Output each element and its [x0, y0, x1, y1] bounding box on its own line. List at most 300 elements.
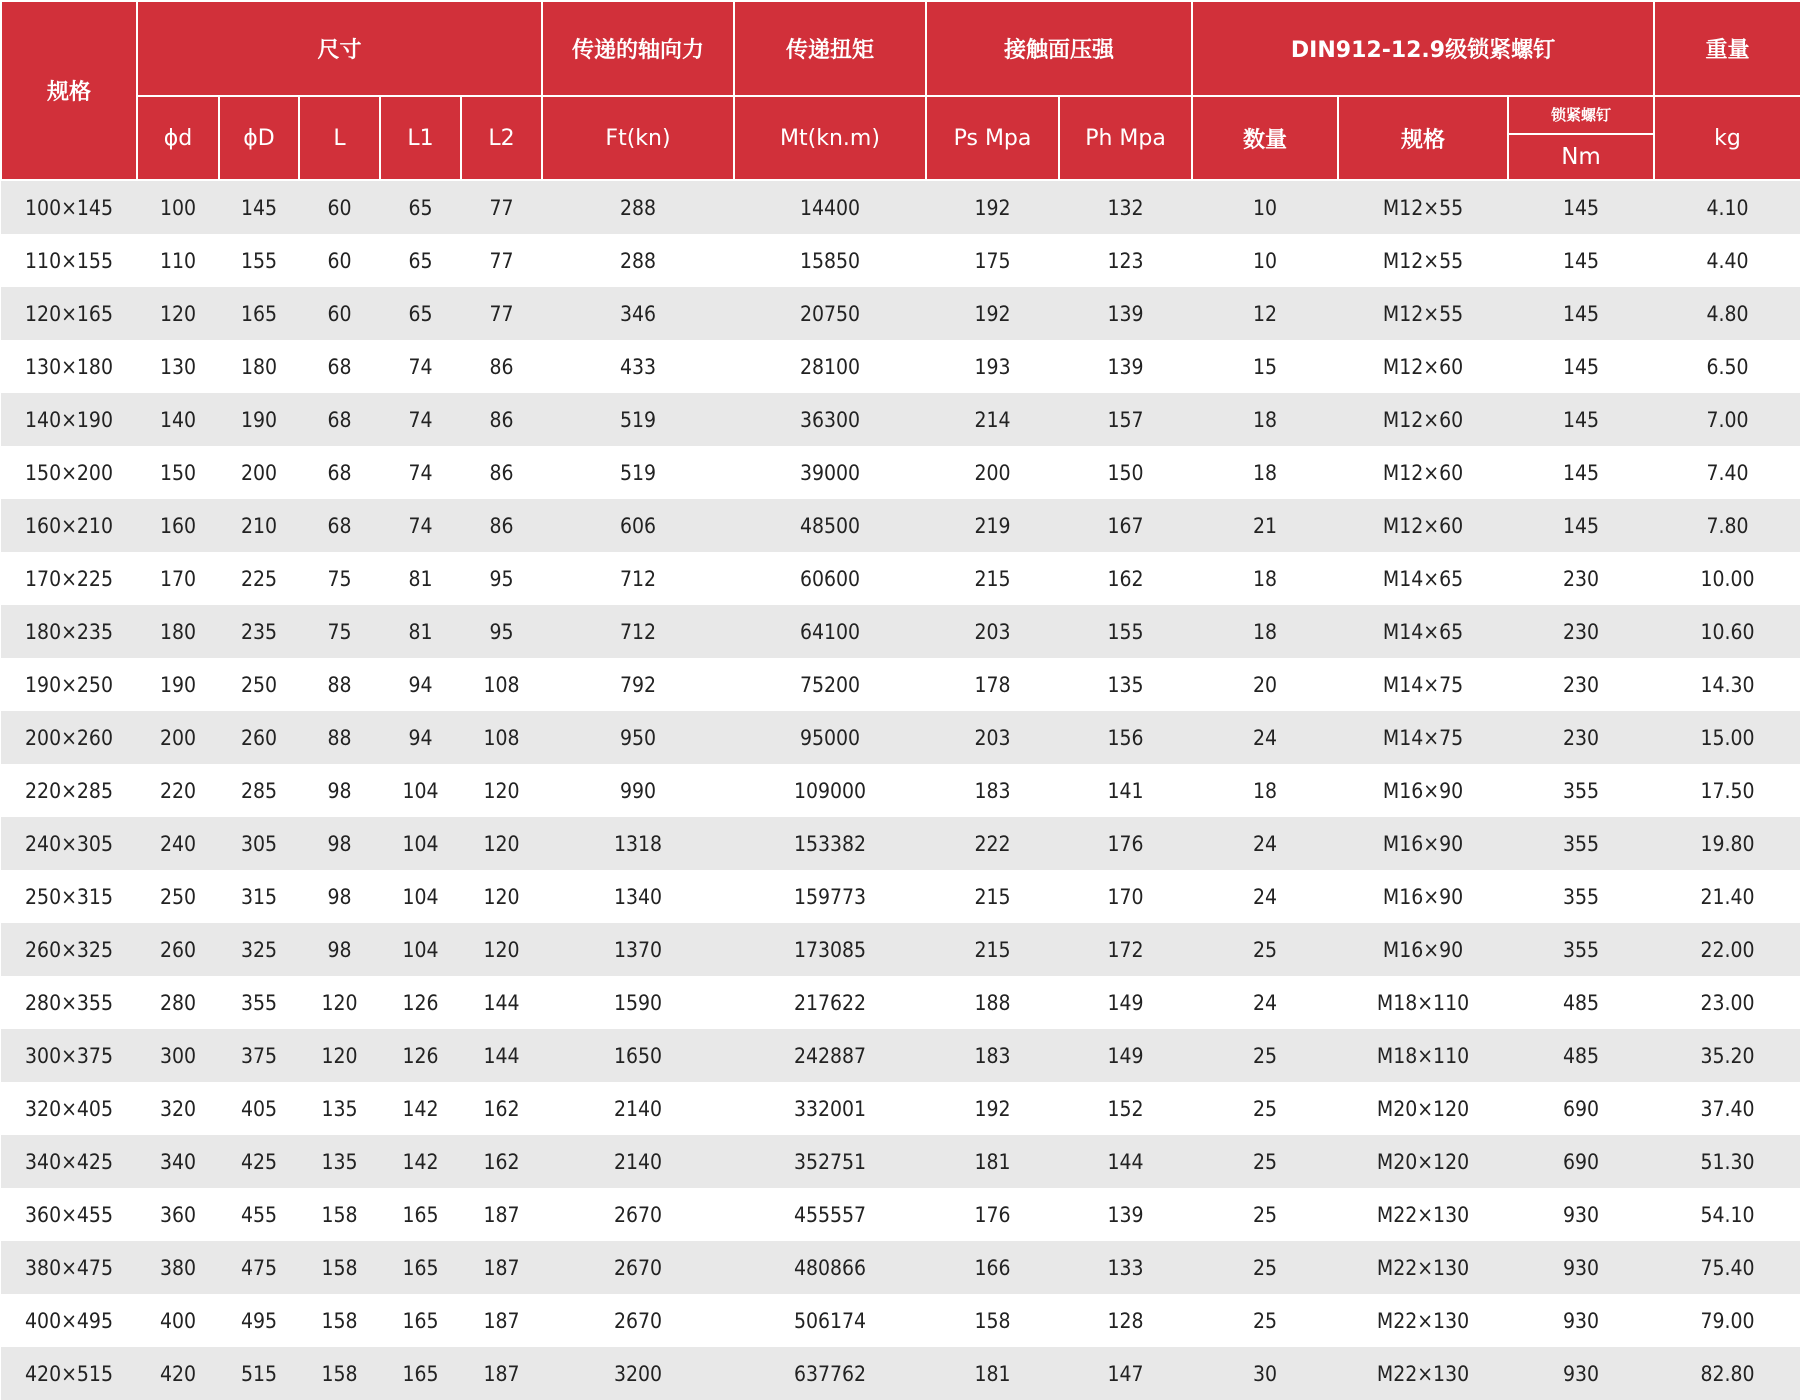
table-cell: 712	[542, 605, 734, 658]
table-cell: 230	[1508, 605, 1654, 658]
table-cell: 7.40	[1654, 446, 1800, 499]
table-cell: 2140	[542, 1082, 734, 1135]
table-cell: 132	[1059, 180, 1192, 234]
header-d: ϕd	[137, 96, 219, 180]
table-cell: 192	[926, 1082, 1059, 1135]
table-cell: M20×120	[1338, 1135, 1508, 1188]
table-cell: M12×60	[1338, 393, 1508, 446]
table-cell: 145	[1508, 340, 1654, 393]
table-cell: M12×55	[1338, 234, 1508, 287]
table-cell: 4.40	[1654, 234, 1800, 287]
header-axial-force: 传递的轴向力	[542, 1, 734, 96]
table-cell: 172	[1059, 923, 1192, 976]
table-cell: 51.30	[1654, 1135, 1800, 1188]
table-cell: 1318	[542, 817, 734, 870]
table-cell: 190	[219, 393, 299, 446]
table-cell: 158	[299, 1188, 380, 1241]
table-cell: 190	[137, 658, 219, 711]
table-cell: M16×90	[1338, 817, 1508, 870]
table-cell: 217622	[734, 976, 926, 1029]
table-cell: M18×110	[1338, 976, 1508, 1029]
table-cell: 225	[219, 552, 299, 605]
table-cell: M14×75	[1338, 711, 1508, 764]
table-cell: 305	[219, 817, 299, 870]
table-row	[1, 1347, 1800, 1400]
table-cell: 183	[926, 1029, 1059, 1082]
table-body	[1, 180, 1800, 1400]
table-cell: 485	[1508, 1029, 1654, 1082]
table-cell: 425	[219, 1135, 299, 1188]
table-cell: 930	[1508, 1241, 1654, 1294]
table-row	[1, 1029, 1800, 1082]
table-cell: 455	[219, 1188, 299, 1241]
table-cell: 141	[1059, 764, 1192, 817]
table-cell: 455557	[734, 1188, 926, 1241]
table-cell: 214	[926, 393, 1059, 446]
table-cell: 930	[1508, 1347, 1654, 1400]
table-cell: 250	[219, 658, 299, 711]
table-cell: M14×75	[1338, 658, 1508, 711]
table-cell: 170×225	[1, 552, 137, 605]
table-cell: 104	[380, 817, 461, 870]
table-cell: 18	[1192, 764, 1338, 817]
table-cell: 24	[1192, 711, 1338, 764]
table-cell: 77	[461, 180, 542, 234]
table-cell: 98	[299, 870, 380, 923]
table-cell: 192	[926, 180, 1059, 234]
table-cell: 18	[1192, 552, 1338, 605]
table-cell: 158	[926, 1294, 1059, 1347]
table-cell: 250×315	[1, 870, 137, 923]
table-cell: 108	[461, 658, 542, 711]
table-cell: 60600	[734, 552, 926, 605]
table-cell: 215	[926, 552, 1059, 605]
table-cell: 280×355	[1, 976, 137, 1029]
table-cell: 120	[461, 817, 542, 870]
table-cell: 60	[299, 234, 380, 287]
table-cell: 65	[380, 234, 461, 287]
table-cell: 100	[137, 180, 219, 234]
table-cell: 1370	[542, 923, 734, 976]
table-cell: 19.80	[1654, 817, 1800, 870]
table-cell: 930	[1508, 1294, 1654, 1347]
header-qty: 数量	[1192, 96, 1338, 180]
table-row	[1, 870, 1800, 923]
table-row	[1, 234, 1800, 287]
table-cell: 95	[461, 605, 542, 658]
table-cell: 145	[219, 180, 299, 234]
table-cell: 165	[380, 1347, 461, 1400]
table-cell: 167	[1059, 499, 1192, 552]
table-cell: 690	[1508, 1082, 1654, 1135]
table-cell: 315	[219, 870, 299, 923]
table-cell: 104	[380, 923, 461, 976]
table-cell: 215	[926, 923, 1059, 976]
table-cell: M16×90	[1338, 923, 1508, 976]
table-cell: 37.40	[1654, 1082, 1800, 1135]
table-cell: 187	[461, 1241, 542, 1294]
table-cell: 120	[137, 287, 219, 340]
table-cell: 104	[380, 764, 461, 817]
table-cell: 139	[1059, 340, 1192, 393]
table-cell: 2670	[542, 1241, 734, 1294]
table-cell: 135	[1059, 658, 1192, 711]
table-cell: 178	[926, 658, 1059, 711]
table-cell: 94	[380, 658, 461, 711]
table-cell: 165	[219, 287, 299, 340]
table-cell: 375	[219, 1029, 299, 1082]
table-cell: 355	[1508, 870, 1654, 923]
header-ps: Ps Mpa	[926, 96, 1059, 180]
table-cell: 260	[219, 711, 299, 764]
table-cell: 152	[1059, 1082, 1192, 1135]
table-cell: 35.20	[1654, 1029, 1800, 1082]
table-cell: 142	[380, 1082, 461, 1135]
table-cell: 24	[1192, 817, 1338, 870]
table-cell: 506174	[734, 1294, 926, 1347]
table-cell: 158	[299, 1347, 380, 1400]
table-cell: 215	[926, 870, 1059, 923]
table-cell: 235	[219, 605, 299, 658]
table-cell: 180	[137, 605, 219, 658]
table-cell: 320×405	[1, 1082, 137, 1135]
table-cell: 495	[219, 1294, 299, 1347]
table-cell: 74	[380, 393, 461, 446]
table-cell: 200×260	[1, 711, 137, 764]
table-cell: 130	[137, 340, 219, 393]
table-cell: 175	[926, 234, 1059, 287]
header-screw-torque	[1508, 96, 1654, 180]
table-cell: 515	[219, 1347, 299, 1400]
table-cell: 162	[461, 1135, 542, 1188]
table-cell: 153382	[734, 817, 926, 870]
table-cell: 2670	[542, 1188, 734, 1241]
table-row	[1, 1294, 1800, 1347]
header-kg: kg	[1654, 96, 1800, 180]
table-cell: 485	[1508, 976, 1654, 1029]
table-cell: 405	[219, 1082, 299, 1135]
table-cell: 128	[1059, 1294, 1192, 1347]
table-cell: 68	[299, 499, 380, 552]
table-cell: 10	[1192, 180, 1338, 234]
table-cell: 18	[1192, 393, 1338, 446]
table-cell: 20	[1192, 658, 1338, 711]
table-cell: 420×515	[1, 1347, 137, 1400]
table-cell: 68	[299, 446, 380, 499]
table-cell: 104	[380, 870, 461, 923]
table-cell: M22×130	[1338, 1241, 1508, 1294]
table-cell: 144	[461, 976, 542, 1029]
table-cell: 120×165	[1, 287, 137, 340]
table-cell: 133	[1059, 1241, 1192, 1294]
table-cell: 60	[299, 180, 380, 234]
table-cell: 77	[461, 287, 542, 340]
table-cell: 200	[137, 711, 219, 764]
table-cell: 145	[1508, 393, 1654, 446]
table-cell: 288	[542, 180, 734, 234]
table-cell: 98	[299, 923, 380, 976]
table-cell: 25	[1192, 1188, 1338, 1241]
table-cell: 7.80	[1654, 499, 1800, 552]
table-cell: 79.00	[1654, 1294, 1800, 1347]
header-screw-torque-label: 锁紧螺钉	[1509, 97, 1653, 135]
table-cell: 142	[380, 1135, 461, 1188]
table-cell: 637762	[734, 1347, 926, 1400]
table-cell: 86	[461, 499, 542, 552]
table-row	[1, 1188, 1800, 1241]
table-cell: 990	[542, 764, 734, 817]
table-row	[1, 1082, 1800, 1135]
table-cell: 519	[542, 393, 734, 446]
table-cell: 135	[299, 1082, 380, 1135]
table-cell: 260	[137, 923, 219, 976]
table-cell: 165	[380, 1294, 461, 1347]
table-cell: 74	[380, 499, 461, 552]
table-cell: 400×495	[1, 1294, 137, 1347]
table-cell: 188	[926, 976, 1059, 1029]
table-cell: 1590	[542, 976, 734, 1029]
table-cell: 145	[1508, 446, 1654, 499]
header-nm: Nm	[1561, 144, 1601, 170]
header-L1: L1	[380, 96, 461, 180]
table-cell: 36300	[734, 393, 926, 446]
table-cell: 210	[219, 499, 299, 552]
table-row	[1, 552, 1800, 605]
table-cell: 193	[926, 340, 1059, 393]
table-cell: 15.00	[1654, 711, 1800, 764]
table-row	[1, 1135, 1800, 1188]
table-cell: 200	[219, 446, 299, 499]
table-cell: 355	[1508, 923, 1654, 976]
table-cell: 144	[1059, 1135, 1192, 1188]
table-cell: 181	[926, 1347, 1059, 1400]
table-cell: 12	[1192, 287, 1338, 340]
table-cell: 180×235	[1, 605, 137, 658]
table-cell: 712	[542, 552, 734, 605]
table-cell: M22×130	[1338, 1188, 1508, 1241]
table-cell: 219	[926, 499, 1059, 552]
table-cell: 158	[299, 1241, 380, 1294]
table-cell: 98	[299, 764, 380, 817]
table-cell: 7.00	[1654, 393, 1800, 446]
table-cell: 30	[1192, 1347, 1338, 1400]
table-cell: M12×55	[1338, 287, 1508, 340]
table-cell: 95000	[734, 711, 926, 764]
table-cell: 120	[461, 870, 542, 923]
table-cell: 519	[542, 446, 734, 499]
table-cell: 155	[1059, 605, 1192, 658]
table-row	[1, 817, 1800, 870]
table-cell: 126	[380, 1029, 461, 1082]
table-cell: 230	[1508, 552, 1654, 605]
table-cell: 140	[137, 393, 219, 446]
table-cell: 25	[1192, 1241, 1338, 1294]
table-cell: 109000	[734, 764, 926, 817]
table-cell: 75	[299, 605, 380, 658]
table-row	[1, 1241, 1800, 1294]
table-cell: 95	[461, 552, 542, 605]
table-cell: 22.00	[1654, 923, 1800, 976]
table-cell: 203	[926, 605, 1059, 658]
table-cell: 792	[542, 658, 734, 711]
table-cell: 120	[461, 923, 542, 976]
table-cell: 400	[137, 1294, 219, 1347]
table-cell: 120	[461, 764, 542, 817]
table-cell: 360×455	[1, 1188, 137, 1241]
table-cell: 20750	[734, 287, 926, 340]
table-cell: 165	[380, 1188, 461, 1241]
table-cell: 203	[926, 711, 1059, 764]
table-cell: M22×130	[1338, 1294, 1508, 1347]
table-cell: 950	[542, 711, 734, 764]
table-cell: 420	[137, 1347, 219, 1400]
table-cell: 68	[299, 393, 380, 446]
table-cell: 130×180	[1, 340, 137, 393]
table-cell: 340×425	[1, 1135, 137, 1188]
table-cell: 25	[1192, 1294, 1338, 1347]
table-cell: 77	[461, 234, 542, 287]
table-cell: 176	[926, 1188, 1059, 1241]
table-cell: 200	[926, 446, 1059, 499]
table-cell: 149	[1059, 1029, 1192, 1082]
table-cell: 155	[219, 234, 299, 287]
header-torque: 传递扭矩	[734, 1, 926, 96]
table-cell: 325	[219, 923, 299, 976]
header-contact-pressure: 接触面压强	[926, 1, 1192, 96]
table-cell: 480866	[734, 1241, 926, 1294]
table-cell: 162	[1059, 552, 1192, 605]
table-cell: 74	[380, 340, 461, 393]
table-cell: 144	[461, 1029, 542, 1082]
table-cell: 140×190	[1, 393, 137, 446]
table-row	[1, 340, 1800, 393]
table-cell: 170	[137, 552, 219, 605]
table-row	[1, 180, 1800, 234]
table-cell: M12×60	[1338, 499, 1508, 552]
table-cell: 74	[380, 446, 461, 499]
header-spec: 规格	[1, 1, 137, 180]
table-cell: 220	[137, 764, 219, 817]
table-row	[1, 976, 1800, 1029]
table-cell: 108	[461, 711, 542, 764]
table-cell: 25	[1192, 1135, 1338, 1188]
table-cell: M12×60	[1338, 446, 1508, 499]
table-cell: 86	[461, 340, 542, 393]
table-cell: 65	[380, 180, 461, 234]
table-cell: 150	[137, 446, 219, 499]
table-cell: 6.50	[1654, 340, 1800, 393]
table-cell: 139	[1059, 287, 1192, 340]
header-ph: Ph Mpa	[1059, 96, 1192, 180]
table-cell: 166	[926, 1241, 1059, 1294]
table-cell: 94	[380, 711, 461, 764]
table-cell: 355	[1508, 764, 1654, 817]
table-cell: 25	[1192, 1029, 1338, 1082]
table-cell: 75.40	[1654, 1241, 1800, 1294]
table-cell: 4.10	[1654, 180, 1800, 234]
table-cell: 187	[461, 1294, 542, 1347]
table-cell: 15850	[734, 234, 926, 287]
table-cell: 606	[542, 499, 734, 552]
table-cell: 187	[461, 1347, 542, 1400]
header-screw-spec: 规格	[1338, 96, 1508, 180]
table-cell: 242887	[734, 1029, 926, 1082]
table-cell: 222	[926, 817, 1059, 870]
table-cell: 25	[1192, 1082, 1338, 1135]
table-cell: 147	[1059, 1347, 1192, 1400]
table-cell: M12×60	[1338, 340, 1508, 393]
table-cell: 17.50	[1654, 764, 1800, 817]
table-cell: 360	[137, 1188, 219, 1241]
table-cell: 68	[299, 340, 380, 393]
table-cell: 18	[1192, 446, 1338, 499]
table-cell: 81	[380, 552, 461, 605]
table-cell: 158	[299, 1294, 380, 1347]
table-cell: 54.10	[1654, 1188, 1800, 1241]
table-cell: 288	[542, 234, 734, 287]
header-screw-group: DIN912-12.9级锁紧螺钉	[1192, 1, 1654, 96]
table-cell: 160×210	[1, 499, 137, 552]
table-cell: 180	[219, 340, 299, 393]
table-cell: 75	[299, 552, 380, 605]
header-D: ϕD	[219, 96, 299, 180]
table-cell: 10.60	[1654, 605, 1800, 658]
table-cell: 24	[1192, 976, 1338, 1029]
table-cell: 3200	[542, 1347, 734, 1400]
table-cell: 170	[1059, 870, 1192, 923]
table-cell: 135	[299, 1135, 380, 1188]
table-cell: 346	[542, 287, 734, 340]
table-cell: 332001	[734, 1082, 926, 1135]
table-cell: 192	[926, 287, 1059, 340]
table-cell: 88	[299, 658, 380, 711]
table-cell: 1650	[542, 1029, 734, 1082]
table-cell: 433	[542, 340, 734, 393]
header-L: L	[299, 96, 380, 180]
table-cell: 48500	[734, 499, 926, 552]
table-cell: 340	[137, 1135, 219, 1188]
table-cell: 86	[461, 446, 542, 499]
header-mt-unit: Mt(kn.m)	[734, 96, 926, 180]
table-cell: 260×325	[1, 923, 137, 976]
table-cell: 176	[1059, 817, 1192, 870]
table-cell: M20×120	[1338, 1082, 1508, 1135]
table-cell: 81	[380, 605, 461, 658]
table-row	[1, 764, 1800, 817]
table-row	[1, 287, 1800, 340]
table-cell: 187	[461, 1188, 542, 1241]
table-cell: M16×90	[1338, 764, 1508, 817]
table-cell: 930	[1508, 1188, 1654, 1241]
table-cell: 2670	[542, 1294, 734, 1347]
table-cell: 240	[137, 817, 219, 870]
table-cell: 123	[1059, 234, 1192, 287]
table-cell: 98	[299, 817, 380, 870]
table-cell: M22×130	[1338, 1347, 1508, 1400]
table-row	[1, 658, 1800, 711]
table-cell: 150×200	[1, 446, 137, 499]
table-cell: 173085	[734, 923, 926, 976]
table-cell: 380×475	[1, 1241, 137, 1294]
table-row	[1, 711, 1800, 764]
table-cell: 145	[1508, 499, 1654, 552]
table-row	[1, 499, 1800, 552]
header-ft-unit: Ft(kn)	[542, 96, 734, 180]
table-cell: 23.00	[1654, 976, 1800, 1029]
table-cell: 126	[380, 976, 461, 1029]
table-cell: 352751	[734, 1135, 926, 1188]
table-cell: 2140	[542, 1135, 734, 1188]
